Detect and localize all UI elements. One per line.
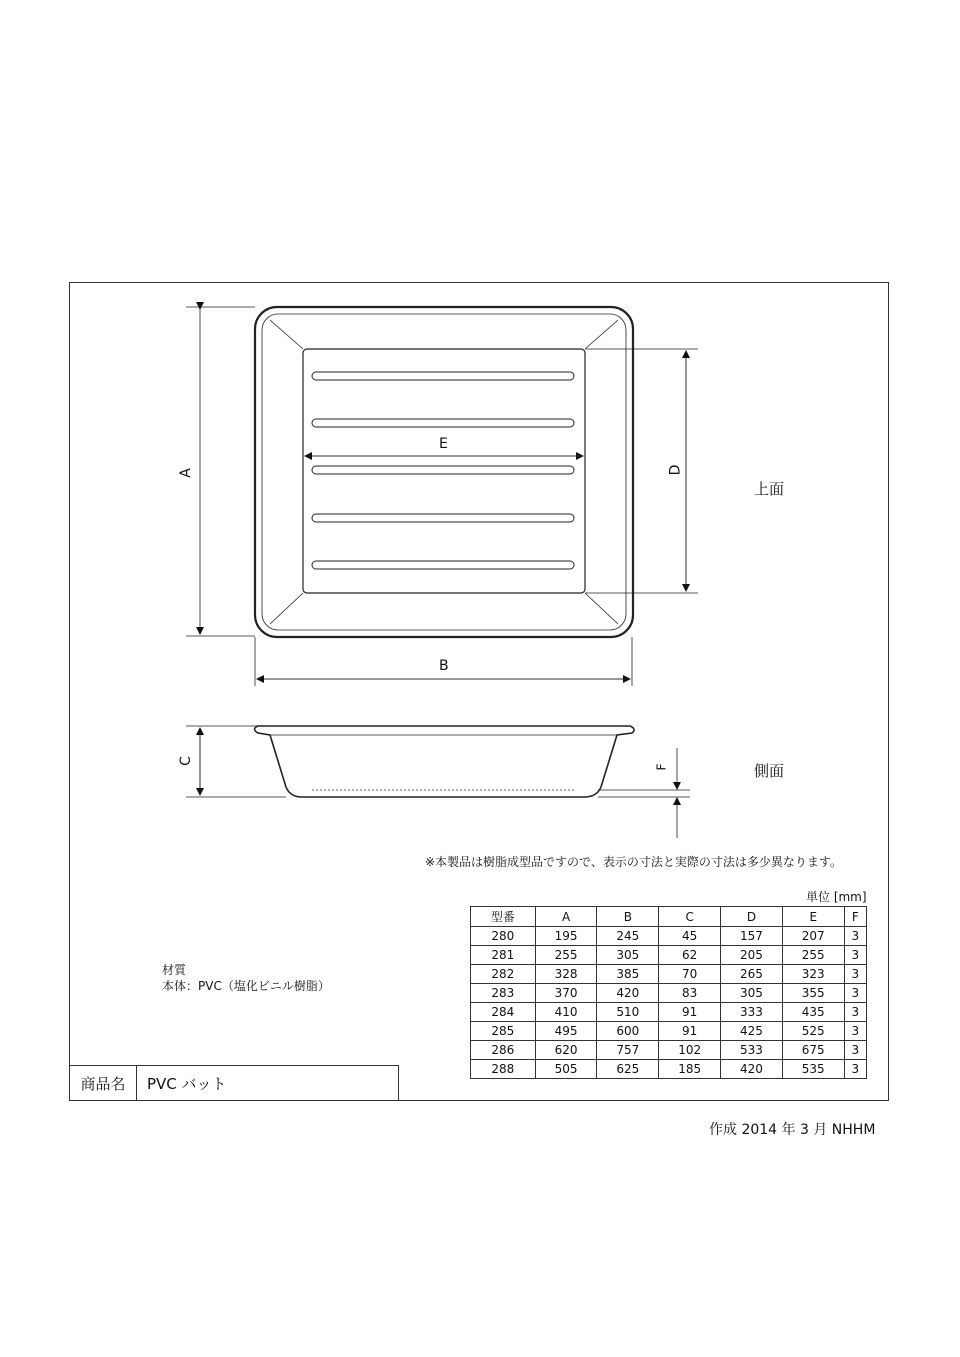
header-cell: D <box>721 907 783 927</box>
side-view <box>255 726 635 797</box>
table-cell: 525 <box>782 1022 844 1041</box>
table-cell: 3 <box>844 1041 866 1060</box>
header-cell: B <box>597 907 659 927</box>
dimension-f <box>598 748 690 838</box>
table-cell: 675 <box>782 1041 844 1060</box>
header-cell: A <box>535 907 597 927</box>
table-cell: 283 <box>471 984 536 1003</box>
table-cell: 205 <box>721 946 783 965</box>
table-cell: 265 <box>721 965 783 984</box>
table-cell: 281 <box>471 946 536 965</box>
dim-label-c: C <box>177 756 194 766</box>
table-cell: 83 <box>659 984 721 1003</box>
table-cell: 600 <box>597 1022 659 1041</box>
table-cell: 420 <box>721 1060 783 1079</box>
product-name-value: PVC バット <box>147 1074 227 1093</box>
dim-label-f: F <box>654 763 669 771</box>
header-cell: 型番 <box>471 907 536 927</box>
table-cell: 255 <box>535 946 597 965</box>
table-header-row <box>471 907 867 927</box>
header-cell: C <box>659 907 721 927</box>
table-cell: 535 <box>782 1060 844 1079</box>
table-cell: 91 <box>659 1022 721 1041</box>
material-body: 本体：PVC（塩化ビニル樹脂） <box>162 979 330 993</box>
dim-label-d: D <box>667 464 684 476</box>
table-cell: 207 <box>782 927 844 946</box>
table-cell: 255 <box>782 946 844 965</box>
table-cell: 370 <box>535 984 597 1003</box>
dim-label-e: E <box>439 436 448 452</box>
table-cell: 323 <box>782 965 844 984</box>
side-view-label: 側面 <box>754 762 785 780</box>
table-cell: 420 <box>597 984 659 1003</box>
table-cell: 3 <box>844 1003 866 1022</box>
table-cell: 3 <box>844 946 866 965</box>
table-cell: 91 <box>659 1003 721 1022</box>
created-footer: 作成 2014 年 3 月 NHHM <box>709 1122 876 1138</box>
header-cell: E <box>782 907 844 927</box>
table-row <box>471 946 867 965</box>
tolerance-note: ※本製品は樹脂成型品ですので、表示の寸法と実際の寸法は多少異なります。 <box>425 855 842 869</box>
table-cell: 245 <box>597 927 659 946</box>
table-cell: 510 <box>597 1003 659 1022</box>
table-row <box>471 1022 867 1041</box>
material-heading: 材質 <box>162 963 187 977</box>
product-name-box <box>69 1065 399 1101</box>
header-cell: F <box>844 907 866 927</box>
table-row <box>471 927 867 946</box>
table-cell: 495 <box>535 1022 597 1041</box>
table-cell: 505 <box>535 1060 597 1079</box>
table-cell: 3 <box>844 1022 866 1041</box>
table-row <box>471 1003 867 1022</box>
spec-table <box>470 906 867 1079</box>
table-cell: 102 <box>659 1041 721 1060</box>
table-cell: 410 <box>535 1003 597 1022</box>
table-cell: 62 <box>659 946 721 965</box>
table-cell: 45 <box>659 927 721 946</box>
product-name-label: 商品名 <box>70 1066 137 1100</box>
top-view-label: 上面 <box>754 480 785 498</box>
table-cell: 305 <box>597 946 659 965</box>
table-cell: 285 <box>471 1022 536 1041</box>
table-cell: 3 <box>844 965 866 984</box>
table-cell: 157 <box>721 927 783 946</box>
table-cell: 435 <box>782 1003 844 1022</box>
table-cell: 3 <box>844 927 866 946</box>
table-cell: 625 <box>597 1060 659 1079</box>
top-view <box>255 307 633 637</box>
table-cell: 3 <box>844 1060 866 1079</box>
table-cell: 3 <box>844 984 866 1003</box>
dim-label-a: A <box>177 468 194 478</box>
dimension-a <box>186 307 255 636</box>
table-cell: 70 <box>659 965 721 984</box>
table-cell: 385 <box>597 965 659 984</box>
table-cell: 185 <box>659 1060 721 1079</box>
table-cell: 282 <box>471 965 536 984</box>
table-row <box>471 1060 867 1079</box>
table-row <box>471 1041 867 1060</box>
material-info <box>162 962 330 994</box>
table-row <box>471 965 867 984</box>
table-cell: 533 <box>721 1041 783 1060</box>
table-cell: 280 <box>471 927 536 946</box>
table-cell: 305 <box>721 984 783 1003</box>
table-row <box>471 984 867 1003</box>
table-cell: 425 <box>721 1022 783 1041</box>
unit-label: 単位 [mm] <box>806 890 867 904</box>
table-cell: 757 <box>597 1041 659 1060</box>
table-cell: 620 <box>535 1041 597 1060</box>
table-cell: 284 <box>471 1003 536 1022</box>
table-cell: 288 <box>471 1060 536 1079</box>
table-cell: 333 <box>721 1003 783 1022</box>
table-cell: 286 <box>471 1041 536 1060</box>
table-cell: 328 <box>535 965 597 984</box>
table-cell: 355 <box>782 984 844 1003</box>
dim-label-b: B <box>439 658 449 674</box>
table-cell: 195 <box>535 927 597 946</box>
